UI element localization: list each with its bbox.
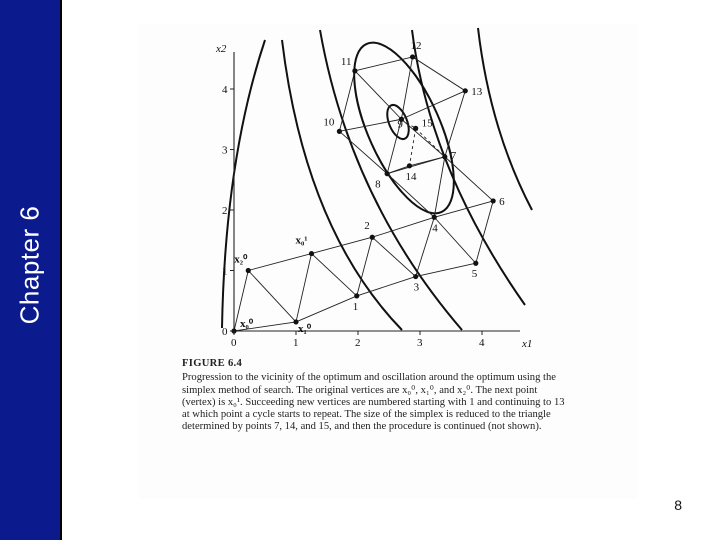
simplex-edge [339,131,387,173]
x-tick-label: 2 [355,337,361,349]
simplex-edge [416,263,476,276]
vertex-label: 4 [432,222,438,235]
x-axis-label: x1 [522,338,533,350]
vertex-label: x₀⁰ [240,318,254,330]
vertex-label: 2 [364,220,370,233]
contour-outer-1 [222,40,265,328]
vertex-label: 8 [375,178,381,191]
simplex-figure [138,24,638,364]
vertex-label: 6 [499,195,505,208]
vertex-point [491,198,496,203]
simplex-edge [355,71,402,119]
y-tick-label: 1 [222,265,228,278]
vertex-point [337,129,342,134]
reduced-simplex-edge [409,128,415,166]
vertex-point [246,268,251,273]
vertex-point [413,126,418,131]
vertex-label: 12 [410,39,422,52]
simplex-edge [434,217,476,263]
vertex-point [309,251,314,256]
vertex-label: 7 [450,149,457,162]
vertex-point [385,171,390,176]
simplex-edge [296,254,312,322]
y-tick-label: 0 [222,326,228,338]
vertex-label: 9 [397,118,403,131]
vertex-label: 15 [421,117,433,130]
vertex-point [463,88,468,93]
vertex-label: 1 [352,300,359,313]
chapter-label: Chapter 6 [14,205,45,325]
chapter-sidebar [0,0,62,540]
y-tick-label: 2 [222,205,228,217]
page-number: 8 [674,497,682,513]
y-axis-label: x2 [216,43,227,55]
vertex-point [442,154,447,159]
vertex-label: 5 [471,268,478,281]
y-tick-label: 4 [222,84,228,96]
contour-outer-4 [412,30,525,305]
y-tick-label: 3 [222,144,228,157]
vertex-label: 13 [471,85,483,98]
simplex-edge [355,57,413,71]
simplex-edge [372,217,434,237]
caption-text: Progression to the vicinity of the optimum and oscillation around the optimum using the simplex method of search. The original vertices are x₀⁰, x₁⁰, and x₂⁰. The next point (vertex) is x₀¹. Succeeding new vertices are numbered starting with 1 and continuing to 13 at which point a cycle starts to repeat. The size of the simplex is reduced to the triangle determined by points 7, 14, and 15, and then the procedure is continued (not shown). [182,372,565,433]
vertex-point [432,215,437,220]
vertex-label: 11 [340,55,352,68]
simplex-edge [248,271,296,322]
x-tick-label: 0 [231,337,237,349]
vertex-point [410,54,415,59]
x-tick-label: 1 [293,337,299,349]
vertex-label: 10 [323,116,335,129]
vertex-label: x₀¹ [295,234,308,247]
contour-outer-5 [478,28,532,210]
vertex-point [407,163,412,168]
simplex-edge [312,237,373,253]
vertex-point [473,261,478,266]
figure-caption [182,358,572,434]
simplex-edge [372,237,415,276]
simplex-lines [234,57,493,331]
vertex-point [370,235,375,240]
vertex-label: 14 [405,170,417,183]
vertex-label: 3 [413,281,420,294]
vertex-label: x₁⁰ [298,322,312,335]
simplex-edge [357,237,373,296]
caption-title: FIGURE 6.4 [182,358,243,369]
vertex-point [354,293,359,298]
x-tick-label: 3 [417,337,423,349]
x-tick-label: 4 [479,337,485,349]
simplex-edge [445,91,465,157]
vertex-label: x₂⁰ [234,253,248,266]
simplex-edge [248,254,311,271]
simplex-edge [339,71,355,132]
simplex-edge [401,91,465,119]
simplex-edge [296,296,357,322]
simplex-edge [434,157,445,218]
vertex-point [352,68,357,73]
vertex-point [413,274,418,279]
simplex-edge [409,157,444,166]
